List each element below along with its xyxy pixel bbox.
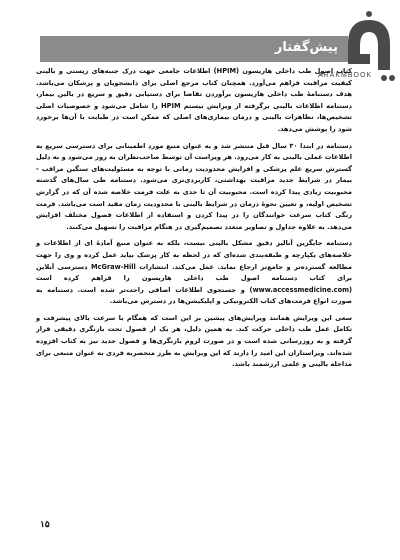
paragraph-2: دستنامه در ابتدا ۳۰ سال قبل منتشر شد و به عنوان منبع مورد اطمینانی برای دسترسی سریع به اطلاعات عملی بالینی به کار می‌رود. هر ویراست آن توسط صاحب‌نظران به روز می‌شود و به دلیل گسترش سریع علم پزشکی و افزایش محدودیت زمانی با توجه به مسئولیت‌های سنگین مراقب - بیمار در شرایط جدید مراقبت بهداشتی، کاربردی‌تری می‌شود. دستنامه طی سال‌های گذشته محبوبیت زیادی پیدا کرده است. محبوبیت آن تا حدی به علت فرمت خلاصه شده آن که در گزارش تشخیص اولیه، و تعیین نحوهٔ درمان در شرایط بالینی با محدودیت زمان مفید است می‌باشد. فرمت رنگی کتاب سرعت خوانندگان را در پیدا کردن و استفاده از اطلاعات فصول مختلف افزایش می‌دهد. به علاوه جداول و تصاویر متعدد تصمیم‌گیری در هنگام مراقبت را تسهیل می‌کنند. xyxy=(36,141,353,231)
page-number: ۱۵ xyxy=(40,519,50,529)
section-title: پیش‌گفتار xyxy=(274,40,338,55)
paragraph-4: سعی این ویرایش همانند ویرایش‌های پیشین بر این است که همگام با سرعت بالای پیشرفت و تکامل عمل طب داخلی حرکت کند. به همین دلیل، هر یک از فصول تحت بازنگری دقیقی قرار گرفته و به روزرسانی شده است و در صورت لزوم بازنگری‌ها و فصول جدید نیز به کتاب افزوده شده‌اند. ویراستاران این امید را دارند که این ویرایش به طرز منحصربه فردی به عنوان منبعی برای مداخله بالینی و علمی ارزشمند باشد. xyxy=(36,313,352,369)
preface-content xyxy=(36,66,352,376)
paragraph-1: کتاب اصول طب داخلی هاریسون (HPIM) اطلاعات جامعی جهت درک جنبه‌های زیستی و بالینی کیفیت مراقبت فراهم می‌آورد. همچنان کتاب مرجع اصلی برای دانشجویان و پزشکان می‌باشد. هدف دستنامهٔ طب داخلی هاریسون برآوردن تقاضا برای دستیابی دقیق و سریع در بالین بیمار، دستنامه اطلاعات بالینی برگرفته از ویرایش بیستم HPIM را شامل می‌شود و خصوصیات اصلی تشخیص‌ها، تظاهرات بالینی و درمان بیماری‌های اصلی که ممکن است در طبابت با آن‌ها برخورد شود را پوشش می‌دهد. xyxy=(36,67,352,133)
paragraph-3: دستنامه جایگزین آنالیز دقیق مشکل بالینی نیست، بلکه به عنوان منبع آمادهٔ ای از اطلاعات و خلاصه‌های یکپارچه و طبقه‌بندی شده‌ای که در لحظه به کار پزشک بیاید عمل کرده و وی را جهت مطالعه گسترده‌تر و جامع‌تر ارجاع نماید. عمل می‌کند. انتشارات McGraw-Hill دسترسی آنلاین برای کتاب دستنامه اصول طب داخلی هاریسون را فراهم کرده است (www.accessmedicine.com) و جستجوی اطلاعات اضافی راحت‌تر شده است. دستنامه به صورت انواع فرمت‌های کتاب الکترونیکی و اپلیکیشن‌ها در دسترس می‌باشد. xyxy=(36,239,353,306)
publisher-logo-text: ARAKMBOOK xyxy=(318,72,373,79)
